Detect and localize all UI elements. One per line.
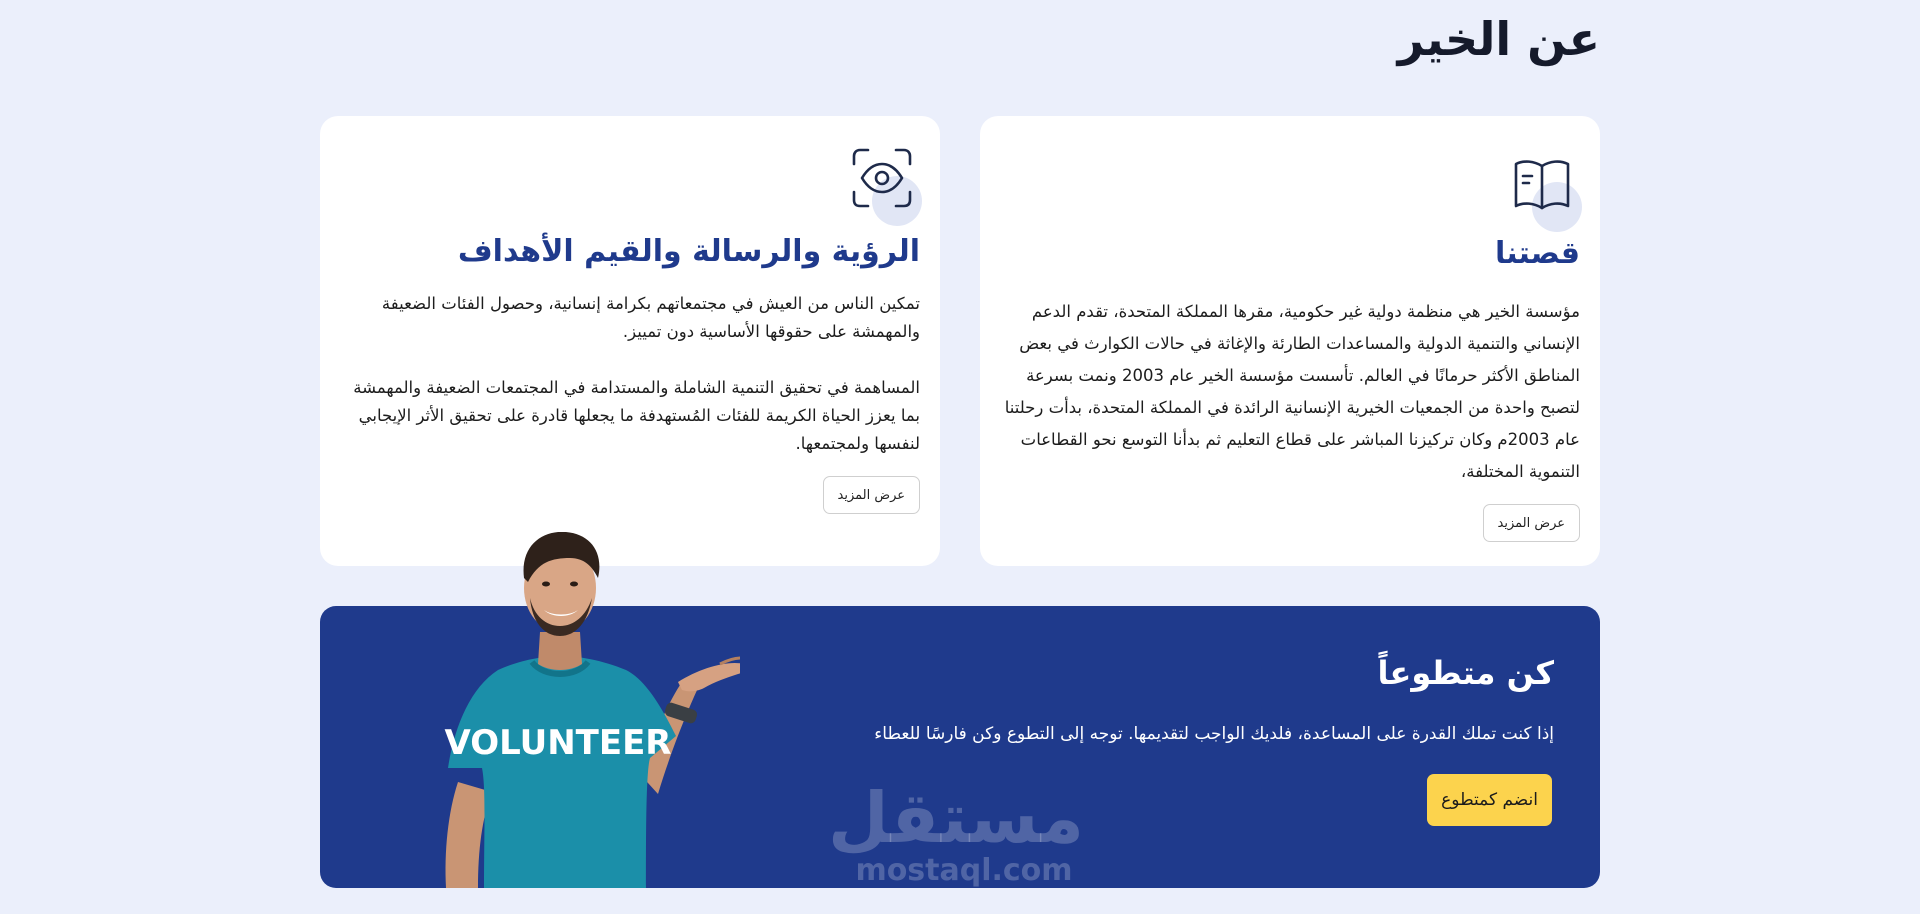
vision-paragraph-2: المساهمة في تحقيق التنمية الشاملة والمستدامة في المجتمعات الضعيفة والمهمشة بما يعزز الحياة الكريمة للفئات المُستهدفة ما يجعلها قادرة على تحقيق الأثر الإيجابي لنفسها ولمجتمعها. (353, 378, 920, 453)
banner-text: إذا كنت تملك القدرة على المساعدة، فلديك الواجب لتقديمها. توجه إلى التطوع وكن فارسًا للعطاء (874, 724, 1554, 744)
section-title: عن الخير (1397, 12, 1600, 66)
about-section (320, 0, 1600, 914)
vision-more-button[interactable]: عرض المزيد (823, 476, 920, 514)
eye-icon (844, 146, 920, 222)
vision-title: الرؤية والرسالة والقيم الأهداف (457, 234, 920, 269)
shirt-text: VOLUNTEER (444, 723, 672, 763)
join-volunteer-button[interactable]: انضم كمتطوع (1427, 774, 1552, 826)
story-title: قصتنا (1495, 236, 1580, 271)
banner-title: كن متطوعاً (1377, 654, 1554, 692)
vision-card (320, 116, 940, 566)
story-text: مؤسسة الخير هي منظمة دولية غير حكومية، مقرها المملكة المتحدة، تقدم الدعم الإنساني والتنمية الدولية والمساعدات الطارئة والإغاثة في حالات الكوارث في بعض المناطق الأكثر حرمانًا في العالم. تأسست مؤسسة الخير عام 2003 ونمت بسرعة لتصبح واحدة من الجمعيات الخيرية الإنسانية الرائدة في المملكة المتحدة، بدأت رحلتنا عام 2003م وكان تركيزنا المباشر على قطاع التعليم ثم بدأنا التوسع نحو القطاعات التنموية المختلفة، (1004, 302, 1580, 481)
watermark-arabic: مستقل (827, 777, 1084, 859)
vision-paragraph-1: تمكين الناس من العيش في مجتمعاتهم بكرامة إنسانية، وحصول الفئات الضعيفة والمهمشة على حقوقها الأساسية دون تمييز. (381, 294, 920, 341)
mostaql-watermark (827, 777, 1084, 888)
story-more-button[interactable]: عرض المزيد (1483, 504, 1580, 542)
book-icon (1504, 152, 1580, 228)
volunteer-person-image (420, 532, 740, 888)
story-card (980, 116, 1600, 566)
watermark-latin: mostaql.com (855, 853, 1073, 888)
